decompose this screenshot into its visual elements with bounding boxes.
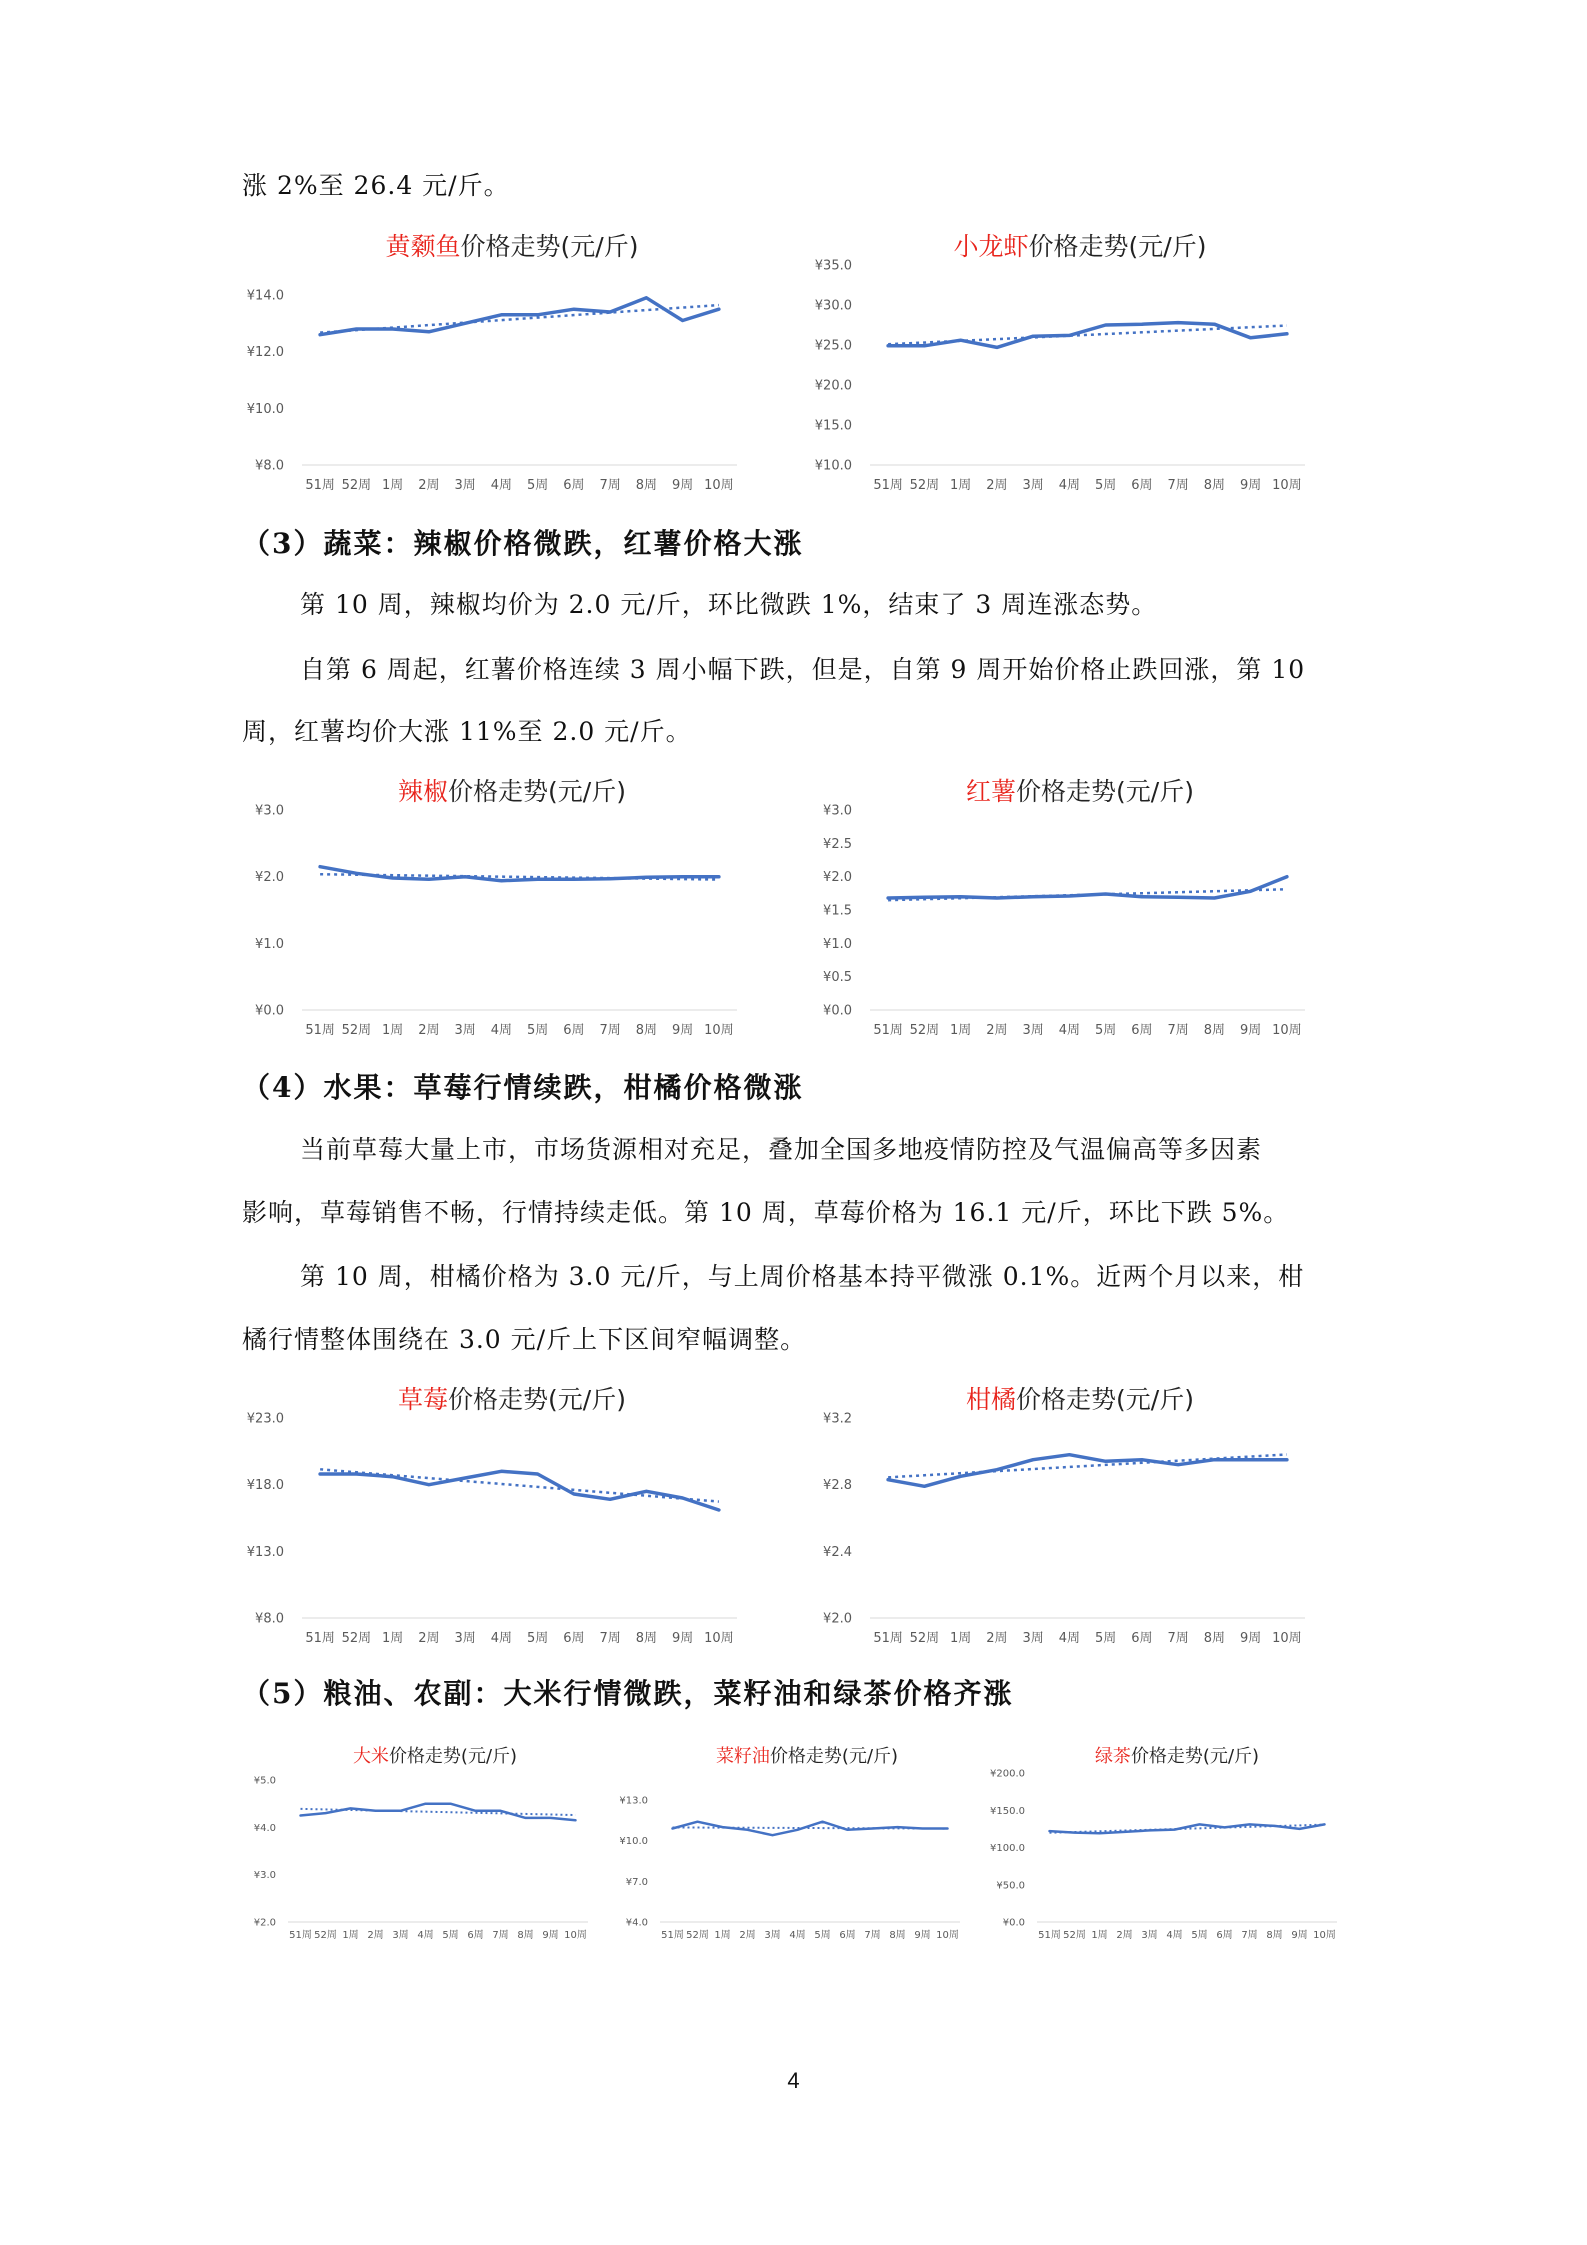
chart-xiaolongxia-xtick-label: 51周	[873, 478, 903, 493]
chart-xiaolongxia-ytick-label: ¥30.0	[814, 298, 852, 314]
chart-dami-ytick-label: ¥2.0	[253, 1917, 276, 1929]
chart-caomei-xtick-label: 9周	[671, 1631, 694, 1646]
chart-lvcha-xtick-label: 5周	[1191, 1930, 1208, 1941]
paragraph-hongshu-line2: 周，红薯均价大涨 11%至 2.0 元/斤。	[242, 717, 692, 746]
chart-lvcha-ytick-label: ¥100.0	[990, 1843, 1025, 1854]
chart-huangsangyu	[232, 225, 752, 500]
chart-caiziyou-title-rest: 价格走势(元/斤)	[769, 1746, 899, 1767]
chart-dami-xtick-label: 10周	[564, 1930, 587, 1941]
chart-lvcha-xtick-label: 52周	[1063, 1930, 1086, 1941]
chart-huangsangyu-xtick-label: 10周	[704, 478, 734, 493]
chart-hongshu-xtick-label: 2周	[986, 1023, 1008, 1038]
chart-ganju-xtick-label: 51周	[873, 1631, 903, 1646]
chart-huangsangyu-xtick-label: 6周	[563, 478, 585, 493]
chart-xiaolongxia-xtick-label: 5周	[1094, 478, 1117, 493]
chart-hongshu-title-highlight: 红薯	[966, 777, 1017, 806]
chart-xiaolongxia-xtick-label: 2周	[986, 478, 1008, 493]
chart-lvcha-ytick-label: ¥200.0	[990, 1768, 1025, 1780]
chart-hongshu-xtick-label: 3周	[1022, 1023, 1044, 1038]
chart-huangsangyu-xtick-label: 7周	[599, 478, 621, 493]
chart-hongshu-xtick-label: 51周	[873, 1023, 903, 1038]
chart-caomei-title-highlight: 草莓	[398, 1385, 449, 1414]
chart-caiziyou-xtick-label: 7周	[864, 1930, 881, 1941]
chart-caomei-xtick-label: 5周	[526, 1631, 549, 1646]
chart-hongshu-xtick-label: 4周	[1058, 1023, 1081, 1038]
chart-lvcha-xtick-label: 2周	[1116, 1930, 1133, 1941]
chart-xiaolongxia-xtick-label: 3周	[1022, 478, 1044, 493]
chart-lajiao-xtick-label: 6周	[563, 1023, 585, 1038]
chart-ganju-xtick-label: 5周	[1094, 1631, 1117, 1646]
chart-xiaolongxia-ytick-label: ¥10.0	[814, 458, 852, 474]
chart-dami-ytick-label: ¥4.0	[253, 1822, 276, 1834]
chart-ganju-xtick-label: 1周	[949, 1631, 972, 1646]
chart-caomei-xtick-label: 52周	[341, 1631, 372, 1646]
chart-lajiao-xtick-label: 3周	[454, 1023, 476, 1038]
chart-xiaolongxia-xtick-label: 6周	[1131, 478, 1153, 493]
chart-lajiao-xtick-label: 9周	[671, 1023, 694, 1038]
chart-ganju-xtick-label: 6周	[1131, 1631, 1153, 1646]
chart-dami-ytick-label: ¥5.0	[253, 1775, 276, 1787]
chart-lvcha-ytick-label: ¥150.0	[990, 1805, 1025, 1817]
chart-ganju-xtick-label: 52周	[909, 1631, 940, 1646]
chart-hongshu-ytick-label: ¥0.0	[823, 1003, 852, 1019]
chart-ganju-series-line	[888, 1455, 1287, 1487]
chart-dami-xtick-label: 5周	[442, 1930, 459, 1941]
paragraph-ganju-line2: 橘行情整体围绕在 3.0 元/斤上下区间窄幅调整。	[242, 1325, 807, 1354]
chart-ganju-xtick-label: 3周	[1022, 1631, 1044, 1646]
chart-xiaolongxia-xtick-label: 4周	[1058, 478, 1081, 493]
chart-caomei-xtick-label: 8周	[635, 1631, 658, 1646]
chart-caiziyou-xtick-label: 10周	[936, 1930, 959, 1941]
chart-huangsangyu-title	[386, 232, 639, 261]
section-heading-vegetables: （3）蔬菜：辣椒价格微跌，红薯价格大涨	[242, 527, 804, 560]
chart-ganju-xtick-label: 7周	[1167, 1631, 1189, 1646]
chart-hongshu-xtick-label: 1周	[949, 1023, 972, 1038]
chart-caomei-xtick-label: 1周	[381, 1631, 404, 1646]
chart-huangsangyu-xtick-label: 52周	[341, 478, 372, 493]
chart-dami-xtick-label: 8周	[517, 1930, 534, 1941]
chart-ganju-title-rest: 价格走势(元/斤)	[1016, 1385, 1194, 1414]
chart-caiziyou-xtick-label: 8周	[889, 1930, 906, 1941]
chart-lajiao-xtick-label: 2周	[418, 1023, 440, 1038]
chart-huangsangyu-xtick-label: 2周	[418, 478, 440, 493]
chart-ganju-ytick-label: ¥2.8	[823, 1478, 852, 1494]
chart-caomei-xtick-label: 6周	[563, 1631, 585, 1646]
paragraph-caomei-line2: 影响，草莓销售不畅，行情持续走低。第 10 周，草莓价格为 16.1 元/斤，环比下跌 5%。	[242, 1198, 1290, 1227]
section-heading-fruit: （4）水果：草莓行情续跌，柑橘价格微涨	[242, 1071, 804, 1104]
chart-lajiao-xtick-label: 4周	[490, 1023, 513, 1038]
chart-dami-xtick-label: 1周	[342, 1930, 359, 1941]
chart-ganju-ytick-label: ¥2.0	[823, 1611, 852, 1627]
chart-dami-xtick-label: 7周	[492, 1930, 509, 1941]
chart-caomei-xtick-label: 10周	[704, 1631, 734, 1646]
chart-huangsangyu-xtick-label: 3周	[454, 478, 476, 493]
chart-caiziyou-title	[716, 1746, 898, 1767]
chart-dami-xtick-label: 2周	[367, 1930, 384, 1941]
chart-lvcha-xtick-label: 6周	[1216, 1930, 1233, 1941]
chart-caiziyou-xtick-label: 51周	[661, 1930, 684, 1941]
chart-lvcha-ytick-label: ¥0.0	[1002, 1917, 1025, 1929]
chart-dami-xtick-label: 52周	[314, 1930, 337, 1941]
chart-huangsangyu-xtick-label: 8周	[635, 478, 658, 493]
chart-lvcha-xtick-label: 3周	[1141, 1930, 1158, 1941]
chart-huangsangyu-ytick-label: ¥14.0	[246, 288, 284, 304]
chart-lajiao-series-line	[320, 867, 719, 881]
paragraph-caomei-line1: 当前草莓大量上市，市场货源相对充足，叠加全国多地疫情防控及气温偏高等多因素	[300, 1135, 1263, 1164]
chart-hongshu-ytick-label: ¥2.0	[823, 870, 852, 886]
chart-lajiao-title-rest: 价格走势(元/斤)	[448, 777, 626, 806]
chart-huangsangyu-title-rest: 价格走势(元/斤)	[460, 232, 639, 261]
chart-lvcha-title-highlight: 绿茶	[1094, 1746, 1131, 1767]
chart-xiaolongxia-xtick-label: 8周	[1203, 478, 1226, 493]
chart-lvcha-title	[1095, 1746, 1259, 1767]
chart-ganju-ytick-label: ¥3.2	[823, 1411, 852, 1427]
chart-hongshu-ytick-label: ¥1.0	[823, 936, 852, 952]
chart-huangsangyu-xtick-label: 5周	[526, 478, 549, 493]
paragraph-ganju-line1: 第 10 周，柑橘价格为 3.0 元/斤，与上周价格基本持平微涨 0.1%。近两个月以来，柑	[300, 1262, 1305, 1291]
chart-xiaolongxia-xtick-label: 52周	[909, 478, 940, 493]
chart-caiziyou-xtick-label: 2周	[739, 1930, 756, 1941]
chart-xiaolongxia-ytick-label: ¥15.0	[814, 418, 852, 434]
chart-hongshu-title-rest: 价格走势(元/斤)	[1016, 777, 1194, 806]
chart-dami-xtick-label: 51周	[289, 1930, 312, 1941]
chart-caiziyou-ytick-label: ¥4.0	[625, 1917, 648, 1929]
chart-huangsangyu-xtick-label: 1周	[381, 478, 404, 493]
chart-lajiao-ytick-label: ¥0.0	[255, 1003, 284, 1019]
chart-lajiao-title	[398, 777, 626, 806]
chart-huangsangyu-ytick-label: ¥12.0	[246, 345, 284, 361]
chart-hongshu-ytick-label: ¥0.5	[823, 970, 852, 986]
chart-huangsangyu-xtick-label: 51周	[305, 478, 335, 493]
chart-caomei-xtick-label: 51周	[305, 1631, 335, 1646]
chart-lajiao-xtick-label: 7周	[599, 1023, 621, 1038]
chart-caiziyou-ytick-label: ¥13.0	[619, 1795, 648, 1807]
chart-caomei-ytick-label: ¥8.0	[255, 1611, 284, 1627]
chart-lvcha-xtick-label: 8周	[1266, 1930, 1283, 1941]
chart-dami-title-rest: 价格走势(元/斤)	[388, 1746, 518, 1767]
chart-lvcha-xtick-label: 10周	[1313, 1930, 1336, 1941]
chart-lajiao-xtick-label: 10周	[704, 1023, 734, 1038]
chart-hongshu	[800, 770, 1320, 1045]
chart-lvcha-title-rest: 价格走势(元/斤)	[1130, 1746, 1260, 1767]
chart-lajiao-ytick-label: ¥1.0	[255, 936, 284, 952]
chart-caiziyou-xtick-label: 3周	[764, 1930, 781, 1941]
chart-xiaolongxia-ytick-label: ¥35.0	[814, 258, 852, 274]
chart-caomei-title-rest: 价格走势(元/斤)	[448, 1385, 626, 1414]
chart-caomei	[232, 1378, 752, 1653]
paragraph-lajiao: 第 10 周，辣椒均价为 2.0 元/斤，环比微跌 1%，结束了 3 周连涨态势。	[300, 590, 1158, 619]
chart-hongshu-xtick-label: 8周	[1203, 1023, 1226, 1038]
chart-ganju-title-highlight: 柑橘	[966, 1385, 1017, 1414]
chart-dami-series-line	[301, 1804, 576, 1821]
chart-caomei-xtick-label: 3周	[454, 1631, 476, 1646]
chart-lajiao-xtick-label: 8周	[635, 1023, 658, 1038]
chart-caomei-series-line	[320, 1471, 719, 1510]
chart-dami-title-highlight: 大米	[352, 1746, 389, 1767]
chart-lvcha-xtick-label: 1周	[1091, 1930, 1108, 1941]
chart-xiaolongxia-xtick-label: 7周	[1167, 478, 1189, 493]
chart-xiaolongxia-title	[954, 232, 1207, 261]
chart-caiziyou-xtick-label: 4周	[789, 1930, 806, 1941]
paragraph-hongshu-line1: 自第 6 周起，红薯价格连续 3 周小幅下跌，但是，自第 9 周开始价格止跌回涨，第 10	[300, 655, 1306, 684]
chart-dami	[240, 1740, 610, 1955]
section-heading-grain-oil: （5）粮油、农副：大米行情微跌，菜籽油和绿茶价格齐涨	[242, 1677, 1014, 1710]
chart-ganju-xtick-label: 10周	[1272, 1631, 1302, 1646]
chart-caiziyou-ytick-label: ¥10.0	[619, 1836, 648, 1848]
chart-huangsangyu-xtick-label: 4周	[490, 478, 513, 493]
chart-lvcha-xtick-label: 9周	[1291, 1930, 1308, 1941]
chart-caiziyou-xtick-label: 9周	[914, 1930, 931, 1941]
chart-lajiao-ytick-label: ¥2.0	[255, 870, 284, 886]
chart-xiaolongxia-xtick-label: 9周	[1239, 478, 1262, 493]
chart-xiaolongxia-title-rest: 价格走势(元/斤)	[1028, 232, 1207, 261]
chart-ganju-xtick-label: 9周	[1239, 1631, 1262, 1646]
chart-hongshu-xtick-label: 6周	[1131, 1023, 1153, 1038]
chart-xiaolongxia-ytick-label: ¥25.0	[814, 338, 852, 354]
chart-huangsangyu-ytick-label: ¥8.0	[255, 458, 284, 474]
chart-lajiao-xtick-label: 5周	[526, 1023, 549, 1038]
chart-hongshu-ytick-label: ¥3.0	[823, 803, 852, 819]
chart-hongshu-xtick-label: 9周	[1239, 1023, 1262, 1038]
chart-caomei-xtick-label: 2周	[418, 1631, 440, 1646]
chart-caomei-ytick-label: ¥23.0	[246, 1411, 284, 1427]
chart-dami-ytick-label: ¥3.0	[253, 1870, 276, 1882]
chart-caiziyou-xtick-label: 5周	[814, 1930, 831, 1941]
chart-caiziyou-xtick-label: 6周	[839, 1930, 856, 1941]
chart-caiziyou-title-highlight: 菜籽油	[715, 1746, 770, 1767]
chart-caiziyou	[612, 1740, 982, 1955]
chart-xiaolongxia-title-highlight: 小龙虾	[953, 232, 1029, 261]
chart-lvcha-xtick-label: 7周	[1241, 1930, 1258, 1941]
chart-lvcha-ytick-label: ¥50.0	[996, 1880, 1025, 1892]
chart-caiziyou-xtick-label: 1周	[714, 1930, 731, 1941]
chart-hongshu-xtick-label: 7周	[1167, 1023, 1189, 1038]
chart-hongshu-ytick-label: ¥1.5	[823, 903, 852, 919]
chart-lajiao-xtick-label: 1周	[381, 1023, 404, 1038]
chart-lvcha-xtick-label: 4周	[1166, 1930, 1183, 1941]
chart-dami-xtick-label: 4周	[417, 1930, 434, 1941]
chart-hongshu-title	[966, 777, 1194, 806]
chart-huangsangyu-title-highlight: 黄颡鱼	[385, 232, 461, 261]
chart-hongshu-ytick-label: ¥2.5	[823, 836, 852, 852]
chart-huangsangyu-ytick-label: ¥10.0	[246, 401, 284, 417]
chart-ganju-xtick-label: 2周	[986, 1631, 1008, 1646]
chart-lajiao-ytick-label: ¥3.0	[255, 803, 284, 819]
chart-hongshu-xtick-label: 10周	[1272, 1023, 1302, 1038]
chart-ganju	[800, 1378, 1320, 1653]
chart-xiaolongxia-xtick-label: 10周	[1272, 478, 1302, 493]
page-number: 4	[787, 2068, 800, 2093]
chart-ganju-xtick-label: 4周	[1058, 1631, 1081, 1646]
chart-xiaolongxia	[800, 225, 1320, 500]
chart-lvcha-xtick-label: 51周	[1038, 1930, 1061, 1941]
chart-huangsangyu-series-line	[320, 298, 719, 335]
chart-caomei-ytick-label: ¥18.0	[246, 1478, 284, 1494]
chart-lvcha-series-line	[1050, 1824, 1325, 1833]
chart-caiziyou-xtick-label: 52周	[686, 1930, 709, 1941]
chart-caomei-xtick-label: 7周	[599, 1631, 621, 1646]
chart-dami-xtick-label: 6周	[467, 1930, 484, 1941]
chart-lajiao-title-highlight: 辣椒	[398, 777, 449, 806]
chart-caomei-xtick-label: 4周	[490, 1631, 513, 1646]
chart-caomei-ytick-label: ¥13.0	[246, 1544, 284, 1560]
chart-dami-xtick-label: 9周	[542, 1930, 559, 1941]
chart-lvcha	[982, 1740, 1352, 1955]
chart-huangsangyu-xtick-label: 9周	[671, 478, 694, 493]
chart-xiaolongxia-series-line	[888, 323, 1287, 348]
chart-hongshu-series-line	[888, 877, 1287, 898]
paragraph-intro-tail: 涨 2%至 26.4 元/斤。	[242, 171, 510, 200]
chart-hongshu-xtick-label: 52周	[909, 1023, 940, 1038]
chart-lajiao-xtick-label: 52周	[341, 1023, 372, 1038]
chart-caiziyou-ytick-label: ¥7.0	[625, 1876, 648, 1888]
chart-hongshu-xtick-label: 5周	[1094, 1023, 1117, 1038]
chart-lajiao	[232, 770, 752, 1045]
chart-xiaolongxia-xtick-label: 1周	[949, 478, 972, 493]
chart-xiaolongxia-ytick-label: ¥20.0	[814, 378, 852, 394]
chart-ganju-ytick-label: ¥2.4	[823, 1544, 852, 1560]
chart-caomei-title	[398, 1385, 626, 1414]
chart-ganju-xtick-label: 8周	[1203, 1631, 1226, 1646]
chart-lajiao-xtick-label: 51周	[305, 1023, 335, 1038]
chart-dami-xtick-label: 3周	[392, 1930, 409, 1941]
chart-ganju-title	[966, 1385, 1194, 1414]
chart-dami-title	[353, 1746, 517, 1767]
